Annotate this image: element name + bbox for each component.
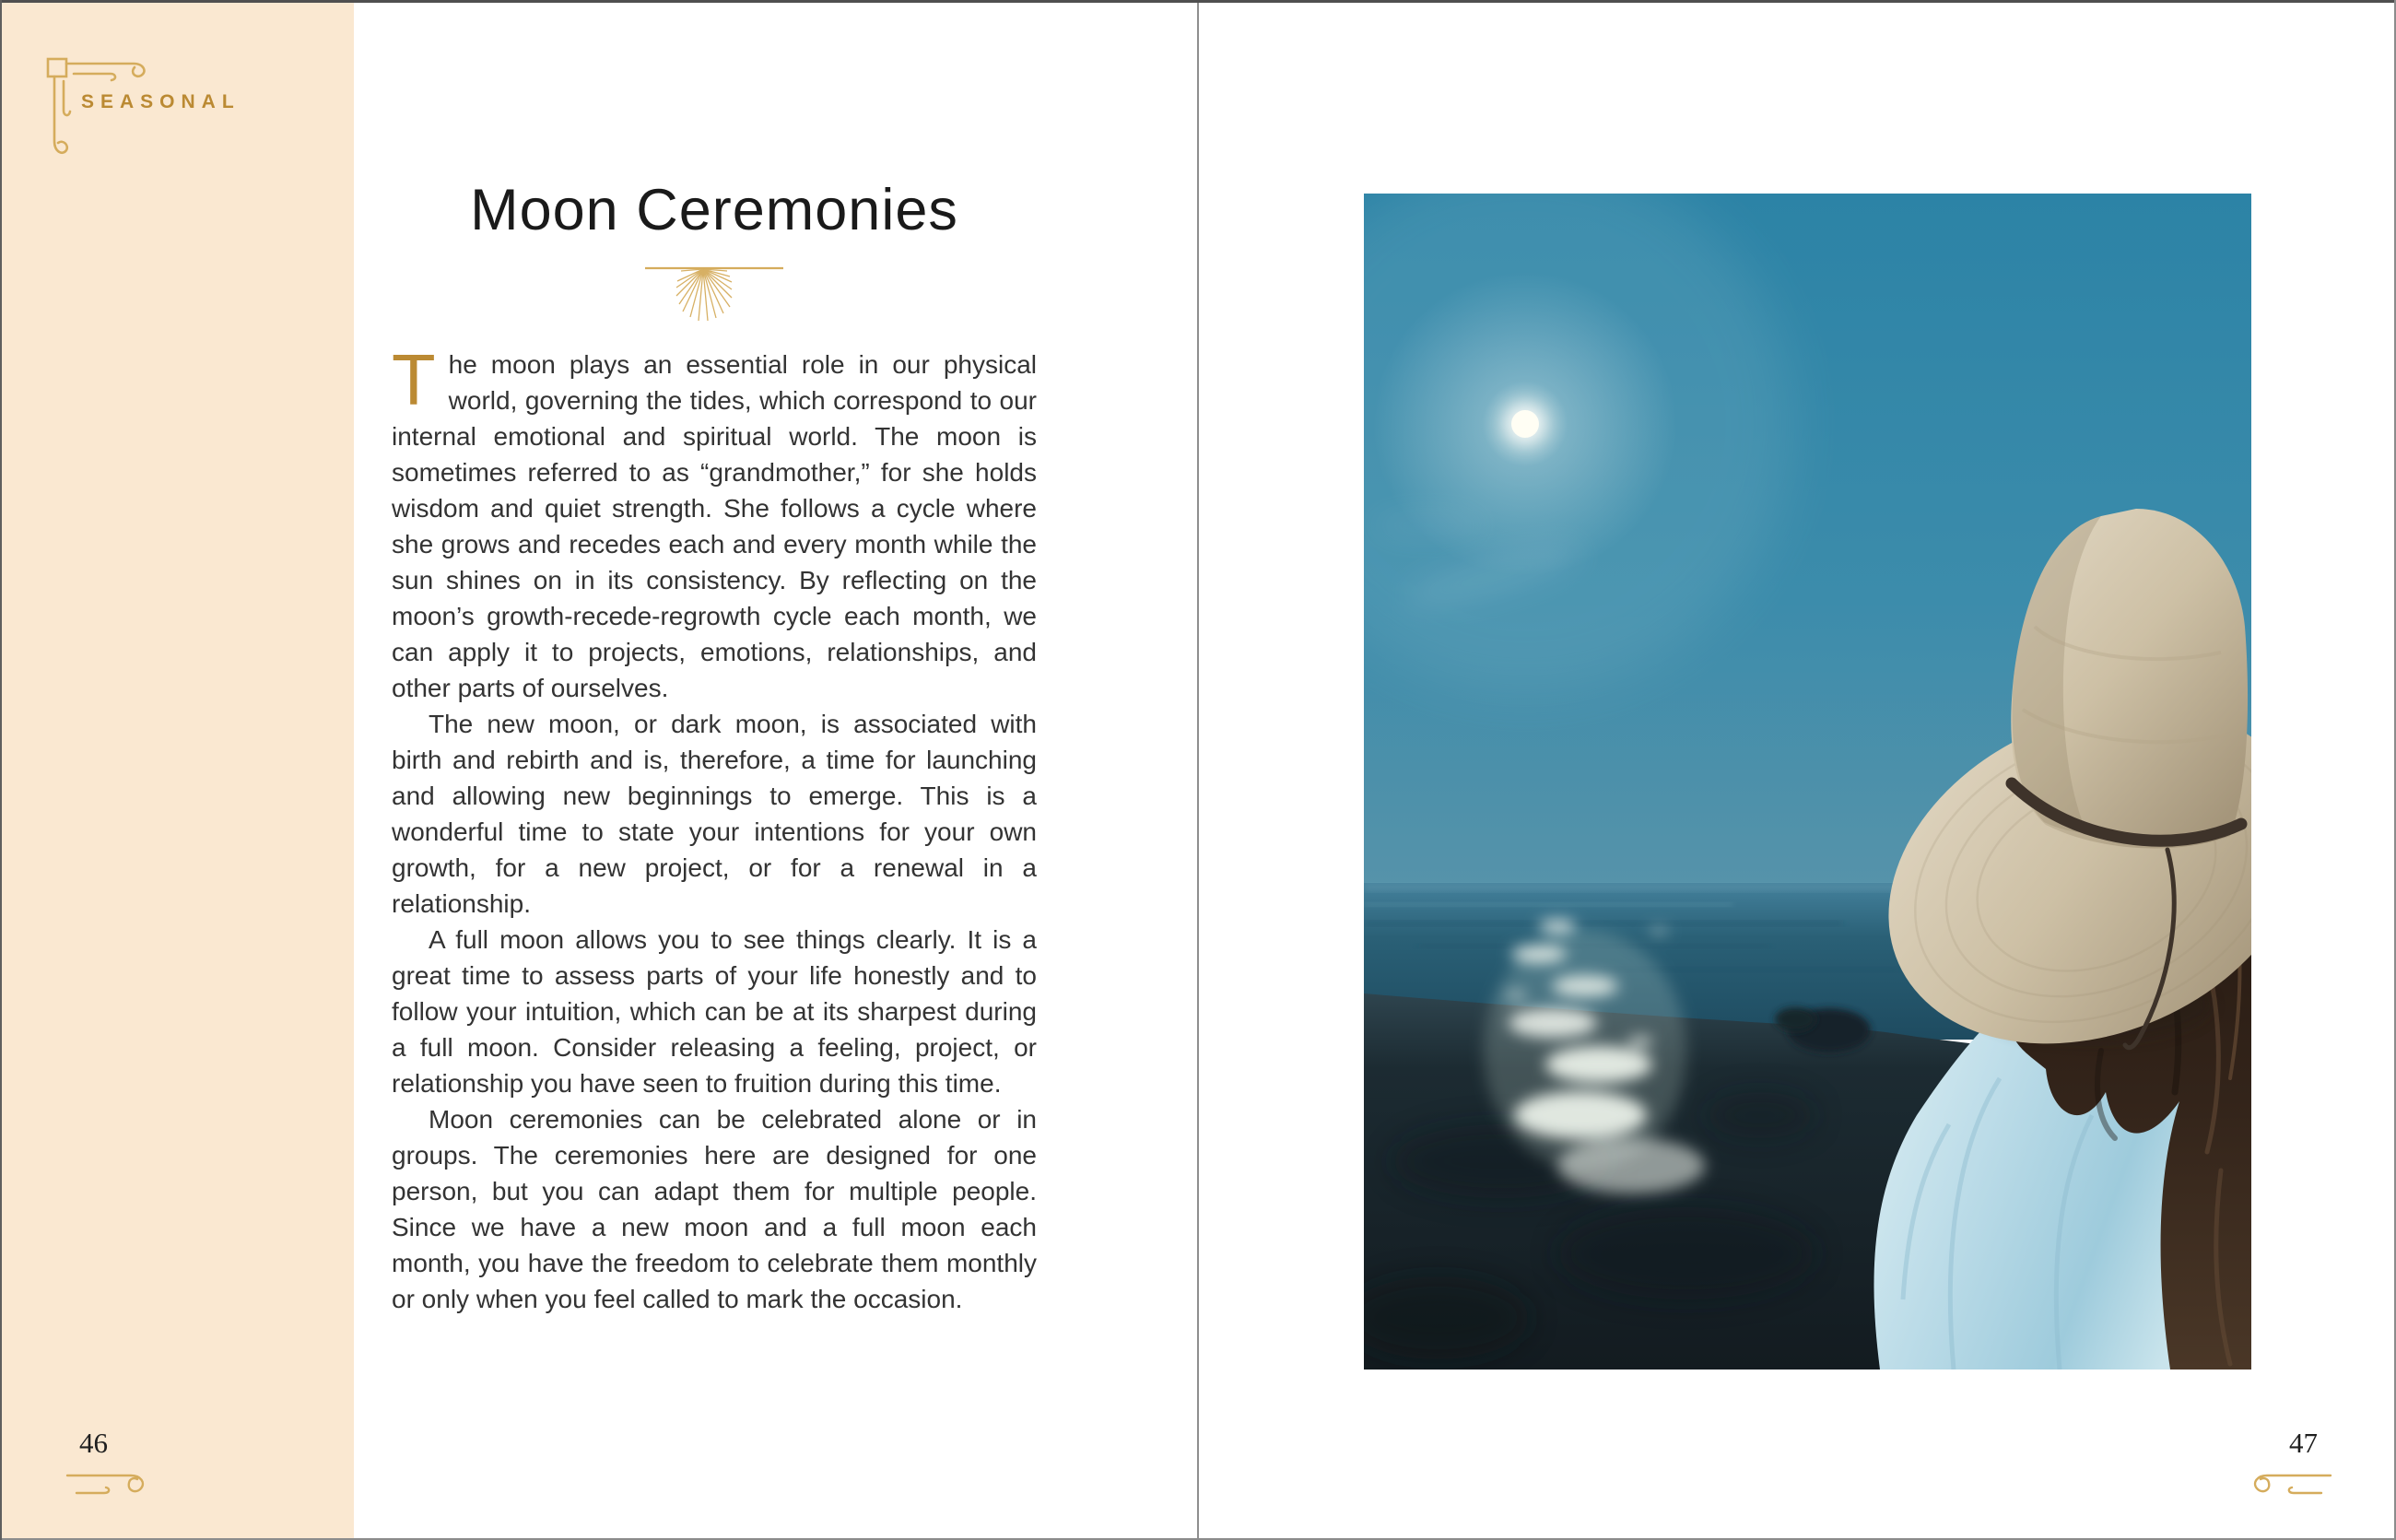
- page-number-left: 46: [79, 1427, 108, 1459]
- seasonal-sidebar: [0, 0, 354, 1540]
- sunburst-divider-icon: [645, 265, 783, 324]
- drop-cap: T: [392, 339, 436, 420]
- page-gutter-divider: [1197, 0, 1199, 1540]
- page-edge-top: [0, 0, 2396, 3]
- page-number-right: 47: [2289, 1427, 2318, 1459]
- page-flourish-right-icon: [2245, 1467, 2333, 1502]
- page-flourish-left-icon: [65, 1467, 153, 1502]
- moon-beach-photo: [1364, 194, 2251, 1370]
- paragraph-1: The moon plays an essential role in our physical world, governing the tides, which correspond to our internal emotional and spiritual world. The moon is sometimes referred to as “grandmother,” for she holds wisdom and quiet strength. She follows a cycle where she grows and recedes each and every month while the sun shines on in its consistency. By reflecting on the moon’s growth-recede-regrowth cycle each month, we can apply it to projects, emotions, relationships, and other parts of ourselves.: [392, 339, 1037, 702]
- paragraph-3: A full moon allows you to see things clearly. It is a great time to assess parts of your life honestly and to follow your intuition, which can be at its sharpest during a full moon. Consider releasing a feeling, project, or relationship you have seen to fruition during this time.: [392, 925, 1037, 1098]
- article-body: [392, 339, 1037, 1317]
- page-edge-left: [0, 0, 2, 1540]
- sidebar-label: SEASONAL: [81, 91, 241, 112]
- paragraph-4: Moon ceremonies can be celebrated alone or in groups. The ceremonies here are designed for one person, but you can adapt them for multiple people. Since we have a new moon and a full moon each month, you have the freedom to celebrate them monthly or only when you feel called to mark the occasion.: [392, 1105, 1037, 1313]
- photo-illustration: [1364, 194, 2251, 1370]
- page-title: Moon Ceremonies: [470, 178, 958, 242]
- paragraph-2: The new moon, or dark moon, is associated with birth and rebirth and is, therefore, a time for launching and allowing new beginnings to emerge. This is a wonderful time to state your intentions for your own growth, for a new project, or for a renewal in a relationship.: [392, 710, 1037, 918]
